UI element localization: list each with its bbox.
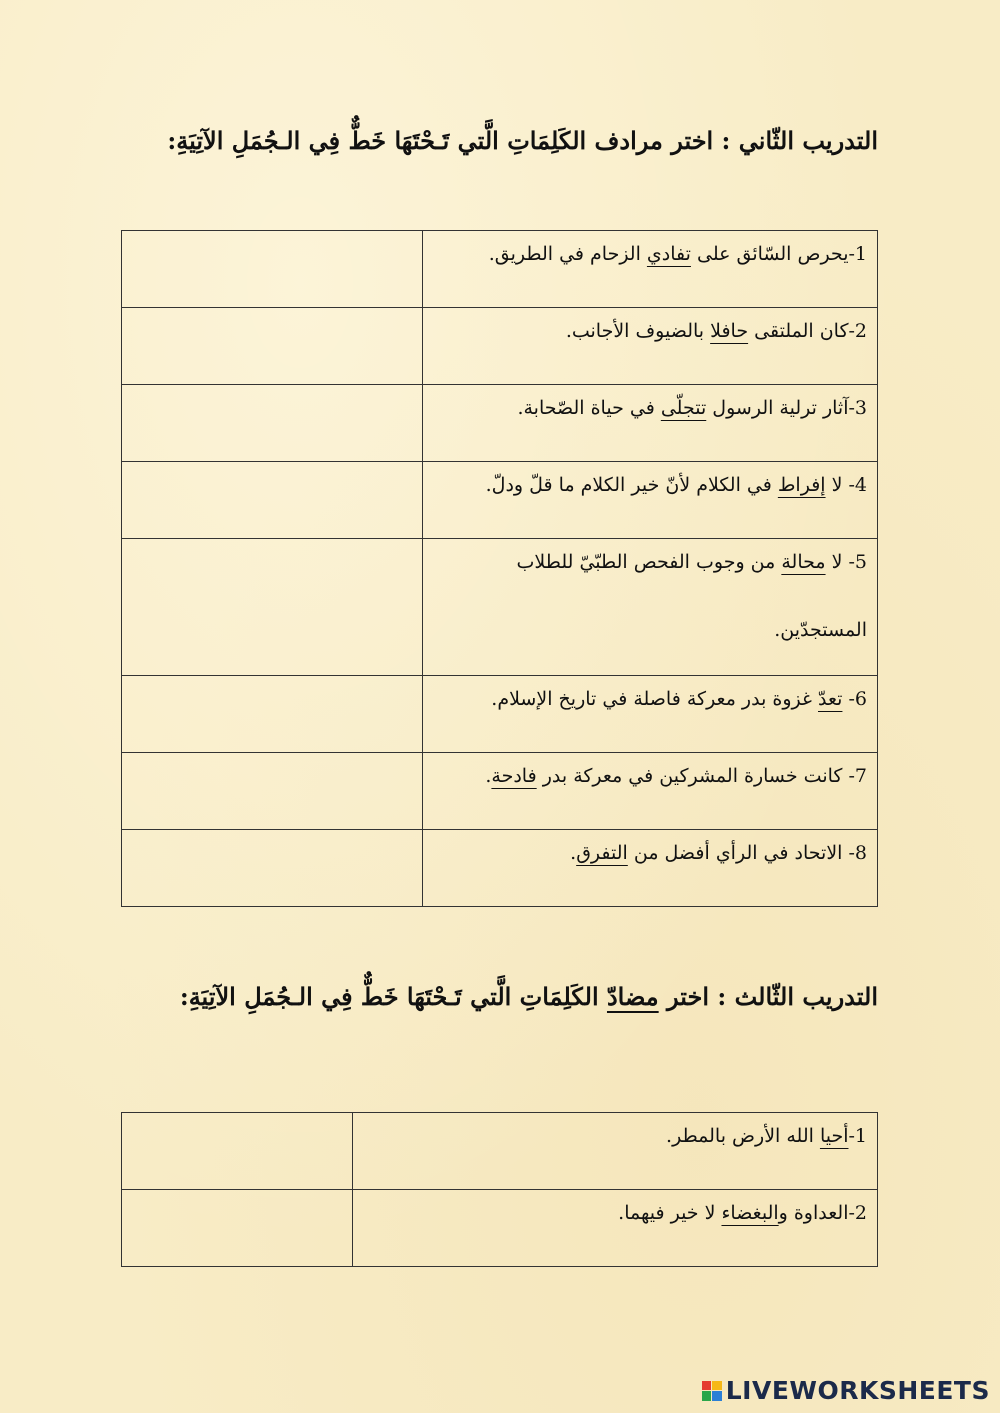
question-text: في الكلام لأنّ خير الكلام ما قلّ ودلّ. bbox=[485, 474, 778, 496]
answer-cell[interactable] bbox=[122, 539, 423, 676]
underlined-word: أحيا bbox=[819, 1125, 849, 1147]
question-text: لا خير فيهما. bbox=[618, 1202, 722, 1224]
logo-text: LIVEWORKSHEETS bbox=[725, 1376, 990, 1405]
question-cell bbox=[423, 753, 878, 830]
underlined-word: فادحة bbox=[491, 765, 537, 787]
exercise3-heading bbox=[180, 982, 878, 1011]
question-cell bbox=[423, 676, 878, 753]
question-cell bbox=[423, 830, 878, 907]
answer-cell[interactable] bbox=[122, 462, 423, 539]
table-row bbox=[122, 1190, 878, 1267]
question-cell bbox=[423, 462, 878, 539]
table-row bbox=[122, 231, 878, 308]
question-text: 4- لا bbox=[825, 474, 867, 496]
underlined-word: التفرق bbox=[576, 842, 628, 864]
table-row bbox=[122, 308, 878, 385]
answer-cell[interactable] bbox=[122, 1190, 353, 1267]
question-text: 5- لا bbox=[825, 551, 867, 573]
underlined-word: تفادي bbox=[646, 243, 691, 265]
question-text: . bbox=[570, 842, 577, 864]
question-text-line2: المستجدّين. bbox=[774, 619, 867, 641]
answer-cell[interactable] bbox=[122, 753, 423, 830]
answer-cell[interactable] bbox=[122, 1113, 353, 1190]
exercise3-heading-underlined: مضادّ bbox=[606, 982, 659, 1011]
question-text: 1-يحرص السّائق على bbox=[690, 243, 867, 265]
table-row bbox=[122, 676, 878, 753]
question-cell bbox=[353, 1190, 878, 1267]
exercise2-table bbox=[121, 230, 878, 907]
underlined-word: حافلا bbox=[710, 320, 749, 342]
table-row bbox=[122, 385, 878, 462]
underlined-word: محالة bbox=[781, 551, 826, 573]
answer-cell[interactable] bbox=[122, 231, 423, 308]
question-text: . bbox=[485, 765, 492, 787]
answer-cell[interactable] bbox=[122, 308, 423, 385]
question-text: 2-كان الملتقى bbox=[748, 320, 867, 342]
question-cell bbox=[423, 385, 878, 462]
question-text: من وجوب الفحص الطبّيّ للطلاب bbox=[516, 551, 782, 573]
table-row bbox=[122, 1113, 878, 1190]
underlined-word: إفراط bbox=[777, 474, 826, 496]
answer-cell[interactable] bbox=[122, 830, 423, 907]
table-row bbox=[122, 462, 878, 539]
exercise2-heading bbox=[167, 126, 878, 155]
question-cell bbox=[423, 539, 878, 676]
question-text: 2-العداوة و bbox=[778, 1202, 867, 1224]
exercise3-heading-text: التدريب الثّالث : اختر bbox=[658, 982, 878, 1011]
question-cell bbox=[423, 308, 878, 385]
question-text: 6- bbox=[842, 688, 867, 710]
underlined-word: تعدّ bbox=[818, 688, 843, 710]
question-cell bbox=[423, 231, 878, 308]
question-text: 7- كانت خسارة المشركين في معركة بدر bbox=[536, 765, 867, 787]
exercise2-heading-text: التدريب الثّاني : اختر مرادف الكَلِمَاتِ الَّتي تَـحْتَهَا خَطٌّ فِي الـجُمَلِ الآتِيَةِ: bbox=[167, 126, 878, 155]
question-text: الزحام في الطريق. bbox=[488, 243, 647, 265]
table-row bbox=[122, 753, 878, 830]
underlined-word: البغضاء bbox=[721, 1202, 779, 1224]
question-text: بالضيوف الأجانب. bbox=[565, 320, 711, 342]
question-text: الله الأرض بالمطر. bbox=[666, 1125, 820, 1147]
question-text: 1- bbox=[848, 1125, 867, 1147]
question-text: 8- الاتحاد في الرأي أفضل من bbox=[627, 842, 867, 864]
liveworksheets-logo bbox=[702, 1376, 990, 1405]
exercise3-table bbox=[121, 1112, 878, 1267]
question-text: غزوة بدر معركة فاصلة في تاريخ الإسلام. bbox=[491, 688, 818, 710]
question-text: في حياة الصّحابة. bbox=[517, 397, 661, 419]
answer-cell[interactable] bbox=[122, 385, 423, 462]
question-text: 3-آثار ترلية الرسول bbox=[706, 397, 867, 419]
table-row bbox=[122, 539, 878, 676]
question-cell bbox=[353, 1113, 878, 1190]
underlined-word: تتجلّى bbox=[660, 397, 707, 419]
exercise3-heading-text: الكَلِمَاتِ الَّتي تَـحْتَهَا خَطٌّ فِي الـجُمَلِ الآتِيَةِ: bbox=[179, 982, 607, 1011]
liveworksheets-logo-icon bbox=[702, 1381, 722, 1401]
table-row bbox=[122, 830, 878, 907]
answer-cell[interactable] bbox=[122, 676, 423, 753]
